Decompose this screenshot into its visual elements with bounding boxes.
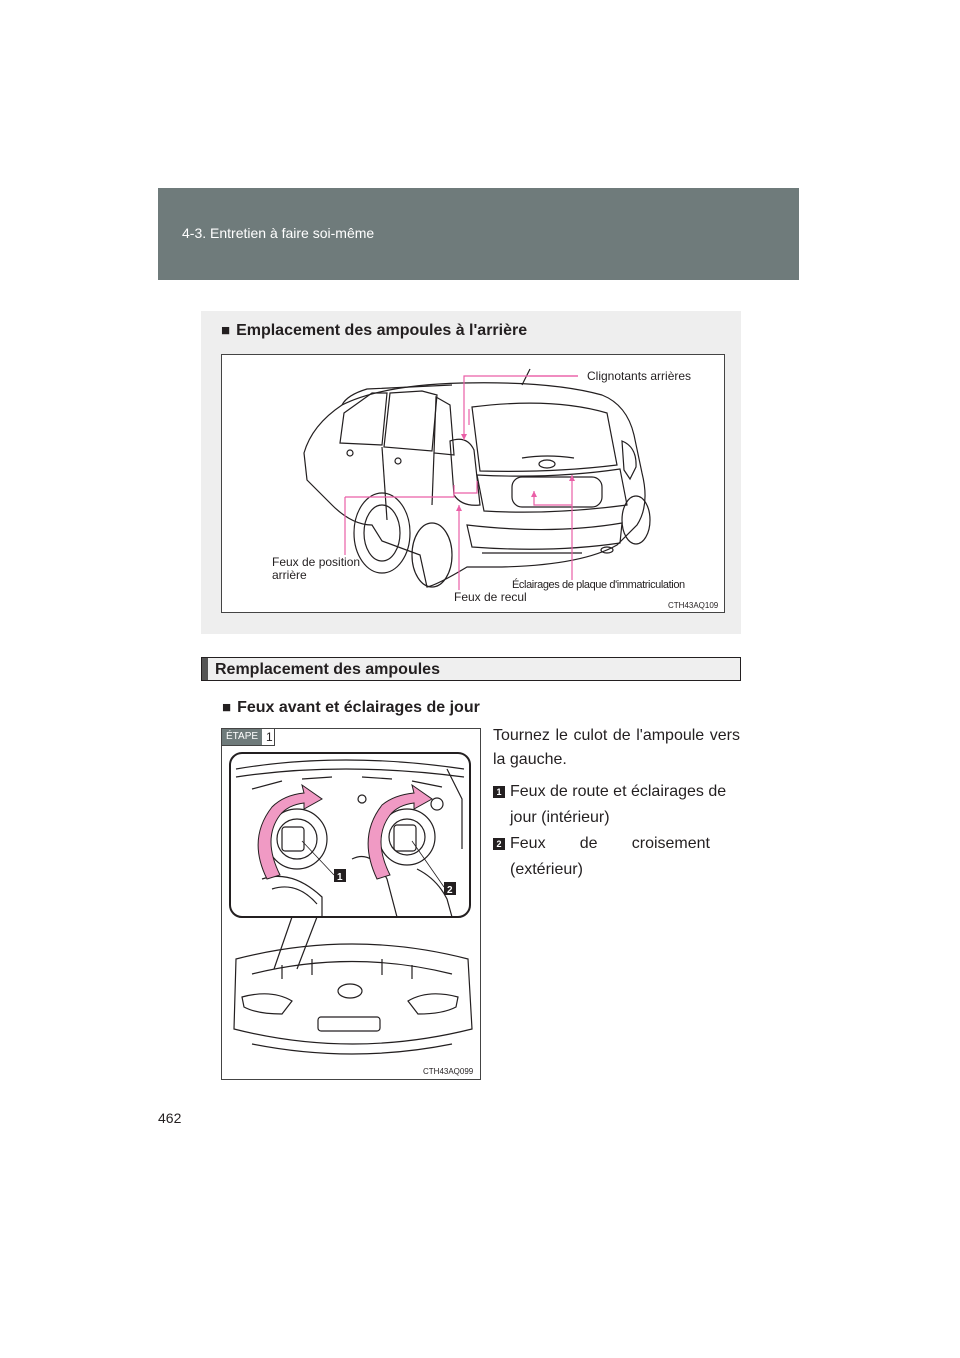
item-1-text: Feux de route et éclairages de jour (intérieur) bbox=[510, 783, 727, 826]
page-number: 462 bbox=[158, 1110, 182, 1126]
step-figure-code: CTH43AQ099 bbox=[423, 1067, 474, 1076]
step-number: 1 bbox=[266, 730, 273, 744]
step-label: ÉTAPE bbox=[222, 729, 262, 745]
section-heading-text: Emplacement des ampoules à l'arrière bbox=[236, 322, 528, 339]
instruction-text: Tournez le culot de l'ampoule vers la gauche. bbox=[493, 727, 740, 768]
section-heading bbox=[221, 322, 527, 340]
plate-light-label: Éclairages de plaque d'immatriculation bbox=[512, 579, 685, 591]
figure-code: CTH43AQ109 bbox=[668, 601, 719, 610]
item-2-number-icon: 2 bbox=[493, 838, 505, 850]
position-light-label-line1: Feux de position bbox=[272, 555, 361, 569]
engine-bay-drawing bbox=[222, 729, 480, 1079]
square-bullet-icon: ■ bbox=[222, 699, 232, 716]
square-bullet-icon: ■ bbox=[221, 322, 231, 339]
replacement-title: Remplacement des ampoules bbox=[215, 661, 440, 678]
item-2-text: Feux de croisement (extérieur) bbox=[510, 835, 710, 878]
chapter-title: 4-3. Entretien à faire soi-même bbox=[182, 225, 375, 241]
chapter-header bbox=[158, 188, 799, 280]
svg-text:1: 1 bbox=[337, 872, 343, 883]
replacement-section-bar bbox=[201, 657, 741, 681]
subheading bbox=[222, 699, 480, 717]
position-light-label bbox=[272, 556, 360, 582]
svg-text:2: 2 bbox=[447, 885, 453, 896]
rear-car-illustration bbox=[221, 354, 725, 613]
item-1-number-icon: 1 bbox=[493, 786, 505, 798]
position-light-label-line2: arrière bbox=[272, 568, 307, 582]
rear-bulbs-section bbox=[201, 311, 741, 634]
headlight-bulb-illustration bbox=[221, 728, 481, 1080]
subheading-text: Feux avant et éclairages de jour bbox=[237, 699, 480, 716]
reverse-light-label: Feux de recul bbox=[454, 590, 527, 604]
turn-signal-label: Clignotants arrières bbox=[587, 369, 692, 383]
